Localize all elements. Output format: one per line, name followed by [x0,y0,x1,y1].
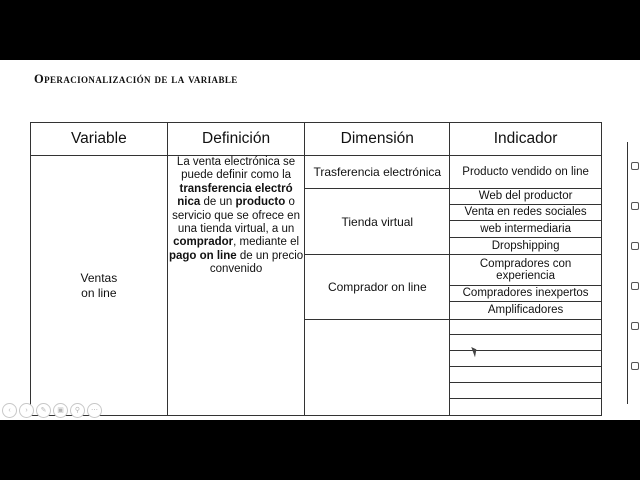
header-definicion: Definición [167,123,305,156]
indicator-cell: Web del productor [450,189,602,205]
partial-glyph [631,322,639,330]
partial-glyph [631,242,639,250]
header-dimension: Dimensión [305,123,450,156]
zoom-icon[interactable]: ⚲ [70,403,85,418]
partial-glyph [631,202,639,210]
empty-dimension-cell [305,320,450,416]
indicator-cell: web intermediaria [450,221,602,238]
variable-line2: on line [81,285,117,300]
definition-text: La venta electrónica se puede definir como la [176,156,296,182]
dimension-cell: Comprador on line [305,255,450,320]
slides-icon[interactable]: ▣ [53,403,68,418]
pen-icon[interactable]: ✎ [36,403,51,418]
indicator-cell: Producto vendido on line [450,156,602,189]
back-icon[interactable]: ‹ [2,403,17,418]
table-header-row [31,123,602,156]
empty-indicator-cell [450,399,602,416]
variable-cell [31,156,168,416]
slide [0,60,640,420]
definition-text: de un [200,196,236,209]
header-indicador: Indicador [450,123,602,156]
definition-text: , mediante el [233,236,300,249]
operationalization-table [30,122,602,416]
empty-indicator-cell [450,320,602,335]
more-icon[interactable]: ⋯ [87,403,102,418]
partial-glyph [631,162,639,170]
definition-text: de un precio convenido [209,249,304,276]
variable-line1: Ventas [80,270,118,285]
definition-bold: comprador [173,236,234,249]
forward-icon[interactable]: › [19,403,34,418]
definition-bold: producto [235,196,286,209]
indicator-cell: Compradores inexpertos [450,286,602,302]
definition-cell [167,156,305,416]
table-row [31,156,602,189]
indicator-cell: Dropshipping [450,238,602,255]
header-variable: Variable [31,123,168,156]
definition-bold: pago on line [168,249,237,262]
partial-glyph [631,362,639,370]
slide-heading: Operacionalización de la variable [34,72,238,86]
definition-bold: transferencia electró nica [177,182,293,209]
indicator-cell: Venta en redes sociales [450,205,602,221]
indicator-cell: Compradores con experiencia [450,255,602,286]
empty-indicator-cell [450,383,602,399]
indicator-cell: Amplificadores [450,302,602,320]
partial-glyph [631,282,639,290]
empty-indicator-cell [450,367,602,383]
adjacent-slide-edge [627,142,640,404]
definition-text: o servicio que se ofrece en una tienda virtual, a un [172,196,300,236]
dimension-cell: Trasferencia electrónica [305,156,450,189]
dimension-cell: Tienda virtual [305,189,450,255]
presentation-toolbar [2,403,102,418]
